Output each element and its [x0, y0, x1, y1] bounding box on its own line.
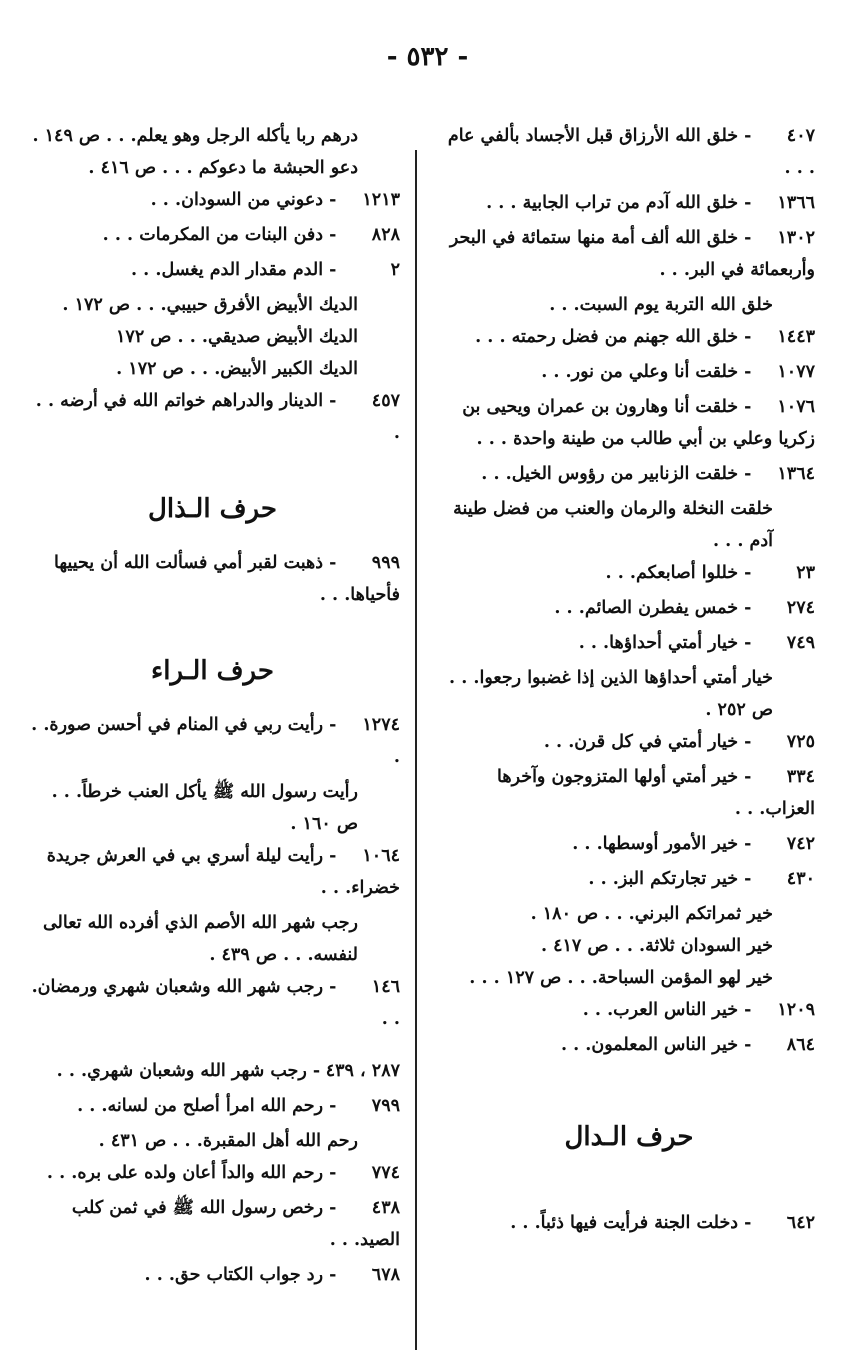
entry-number: ٤٥٧ — [371, 391, 400, 411]
index-entry — [443, 761, 815, 825]
entry-number: ١٤٦ — [371, 977, 400, 997]
entry-text: - خير تجارتكم البز. . . — [588, 869, 752, 889]
sub-entry: الديك الأبيض الأفرق حبيبي. . . ص ١٧٢ . — [62, 295, 358, 315]
index-entry — [25, 1157, 400, 1189]
sub-entry: رأيت رسول الله ﷺ يأكل العنب خرطاً. . . ص ١٦٠ . — [51, 782, 358, 834]
index-entry — [25, 709, 400, 773]
entry-text: - رجب شهر الله وشعبان شهري. . . — [56, 1061, 321, 1081]
sub-entry: خير لهو المؤمن السباحة. . . ص ١٢٧ . . . — [469, 968, 773, 988]
entry-text: - خلقت الزنابير من رؤوس الخيل. . . — [481, 464, 752, 484]
entry-number: ١٠٧٧ — [777, 362, 815, 382]
entry-number: ١٢١٣ — [362, 190, 400, 210]
entry-text: - دخلت الجنة فرأيت فيها ذئباً. . . — [510, 1213, 752, 1233]
entry-number: ٤٣٠ — [786, 869, 815, 889]
index-entry — [25, 385, 400, 449]
sub-entry: خلقت النخلة والرمان والعنب من فضل طينة آدم . . . — [453, 499, 773, 551]
index-entry — [443, 1207, 815, 1239]
entry-text: - خيار أمتي في كل قرن. . . — [543, 732, 752, 752]
sub-entry: رحم الله أهل المقبرة. . . ص ٤٣١ . — [98, 1131, 358, 1151]
entry-text: - خير الأمور أوسطها. . . — [572, 834, 752, 854]
entry-text: - خللوا أصابعكم. . . — [605, 563, 752, 583]
entry-text: - رأيت ليلة أسري بي في العرش جريدة خضراء. . . — [46, 846, 400, 898]
entry-text: - الدم مقدار الدم يغسل. . . — [130, 260, 337, 280]
entry-text: - رخص رسول الله ﷺ في ثمن كلب الصيد. . . — [71, 1198, 400, 1250]
entry-number: ١٠٦٤ — [362, 846, 400, 866]
column-divider — [415, 150, 417, 1350]
index-entry — [443, 187, 815, 219]
entry-text: - خمس يفطرن الصائم. . . — [554, 598, 752, 618]
index-entry — [25, 547, 400, 611]
entry-number: ٧٢٥ — [786, 732, 815, 752]
entry-number: ٧٧٤ — [371, 1163, 400, 1183]
entry-text: - رد جواب الكتاب حق. . . — [144, 1265, 337, 1285]
index-entry — [443, 828, 815, 860]
entry-number: ٣٣٤ — [786, 767, 815, 787]
sub-entry: خير السودان ثلاثة. . . ص ٤١٧ . — [540, 936, 773, 956]
entry-number: ٩٩٩ — [371, 553, 400, 573]
entry-number: ٧٤٩ — [786, 633, 815, 653]
entry-number: ٢٨٧ ، ٤٣٩ — [325, 1061, 400, 1081]
entry-text: - خير الناس العرب. . . — [582, 1000, 752, 1020]
entry-number: ٤٣٨ — [371, 1198, 400, 1218]
index-entry — [25, 840, 400, 904]
entry-number: ١٤٤٣ — [777, 327, 815, 347]
index-entry — [443, 863, 815, 895]
index-entry — [443, 391, 815, 455]
sub-entry: الديك الأبيض صديقي. . . ص ١٧٢ — [116, 327, 358, 347]
entry-number: ٢٣ — [796, 563, 815, 583]
entry-number: ٧٩٩ — [371, 1096, 400, 1116]
entry-text: - خلق الله آدم من تراب الجابية . . . — [486, 193, 752, 213]
entry-text: - خير الناس المعلمون. . . — [560, 1035, 752, 1055]
left-column — [25, 120, 400, 1294]
sub-entry: رجب شهر الله الأصم الذي أفرده الله تعالى لنفسه. . . ص ٤٣٩ . — [42, 913, 358, 965]
section-heading: حرف الـراء — [151, 656, 274, 686]
entry-text: - خلقت أنا وهارون بن عمران ويحيى بن زكريا وعلي بن أبي طالب من طينة واحدة . . . — [462, 397, 815, 449]
index-entry — [443, 627, 815, 659]
index-entry — [25, 1090, 400, 1122]
entry-number: ١٢٧٤ — [362, 715, 400, 735]
entry-number: ٧٤٢ — [786, 834, 815, 854]
index-entry — [25, 184, 400, 216]
index-entry — [443, 458, 815, 490]
index-entry — [25, 219, 400, 251]
sub-entry: خلق الله التربة يوم السبت. . . — [549, 295, 773, 315]
entry-number: ١٣٦٤ — [777, 464, 815, 484]
entry-number: ٨٢٨ — [371, 225, 400, 245]
sub-entry: درهم ربا يأكله الرجل وهو يعلم. . . ص ١٤٩ . — [32, 126, 358, 146]
sub-entry: دعو الحبشة ما دعوكم . . . ص ٤١٦ . — [88, 158, 358, 178]
entry-text: - دفن البنات من المكرمات . . . — [102, 225, 337, 245]
entry-text: - الدينار والدراهم خواتم الله في أرضه . . . — [35, 391, 400, 443]
index-entry — [443, 1029, 815, 1061]
entry-number: ٢٧٤ — [786, 598, 815, 618]
index-entry — [25, 1055, 400, 1087]
entry-number: ١٠٧٦ — [777, 397, 815, 417]
index-entry — [25, 254, 400, 286]
index-entry — [25, 1192, 400, 1256]
entry-number: ٦٧٨ — [371, 1265, 400, 1285]
section-heading: حرف الـدال — [564, 1122, 694, 1152]
index-entry — [443, 222, 815, 286]
entry-number: ٦٤٢ — [786, 1213, 815, 1233]
index-entry — [443, 557, 815, 589]
entry-text: - خلق الله الأرزاق قبل الأجساد بألفي عام . . . — [447, 126, 815, 178]
entry-number: ٤٠٧ — [786, 126, 815, 146]
index-entry — [443, 994, 815, 1026]
index-entry — [443, 592, 815, 624]
entry-number: ٢ — [390, 260, 400, 280]
entry-text: - دعوني من السودان. . . — [150, 190, 337, 210]
sub-entry: خيار أمتي أحداؤها الذين إذا غضبوا رجعوا. . . ص ٢٥٢ . — [449, 668, 773, 720]
entry-text: - خير أمتي أولها المتزوجون وآخرها العزاب. . . — [497, 767, 815, 819]
entry-text: - رحم الله والداً أعان ولده على بره. . . — [46, 1163, 337, 1183]
sub-entry: الديك الكبير الأبيض. . . ص ١٧٢ . — [116, 359, 358, 379]
sub-entry: خير ثمراتكم البرني. . . ص ١٨٠ . — [530, 904, 773, 924]
entry-text: - خلق الله ألف أمة منها ستمائة في البحر وأربعمائة في البر. . . — [449, 228, 815, 280]
index-entry — [25, 971, 400, 1035]
entry-number: ٨٦٤ — [786, 1035, 815, 1055]
index-entry — [443, 321, 815, 353]
index-entry — [443, 726, 815, 758]
index-entry — [443, 356, 815, 388]
entry-text: - رجب شهر الله وشعبان شهري ورمضان. . . — [31, 977, 400, 1029]
entry-number: ١٣٦٦ — [777, 193, 815, 213]
right-column — [443, 120, 815, 1242]
entry-text: - خيار أمتي أحداؤها. . . — [578, 633, 752, 653]
entry-number: ١٣٠٢ — [777, 228, 815, 248]
section-heading: حرف الـذال — [148, 494, 277, 524]
entry-number: ١٢٠٩ — [777, 1000, 815, 1020]
index-entry — [25, 1259, 400, 1291]
entry-text: - رأيت ربي في المنام في أحسن صورة. . . — [31, 715, 400, 767]
index-entry — [443, 120, 815, 184]
page-number: - ٥٣٢ - — [386, 42, 469, 72]
entry-text: - خلقت أنا وعلي من نور. . . — [541, 362, 752, 382]
entry-text: - رحم الله امرأ أصلح من لسانه. . . — [77, 1096, 337, 1116]
entry-text: - خلق الله جهنم من فضل رحمته . . . — [475, 327, 752, 347]
entry-text: - ذهبت لقبر أمي فسألت الله أن يحييها فأحياها. . . — [54, 553, 400, 605]
